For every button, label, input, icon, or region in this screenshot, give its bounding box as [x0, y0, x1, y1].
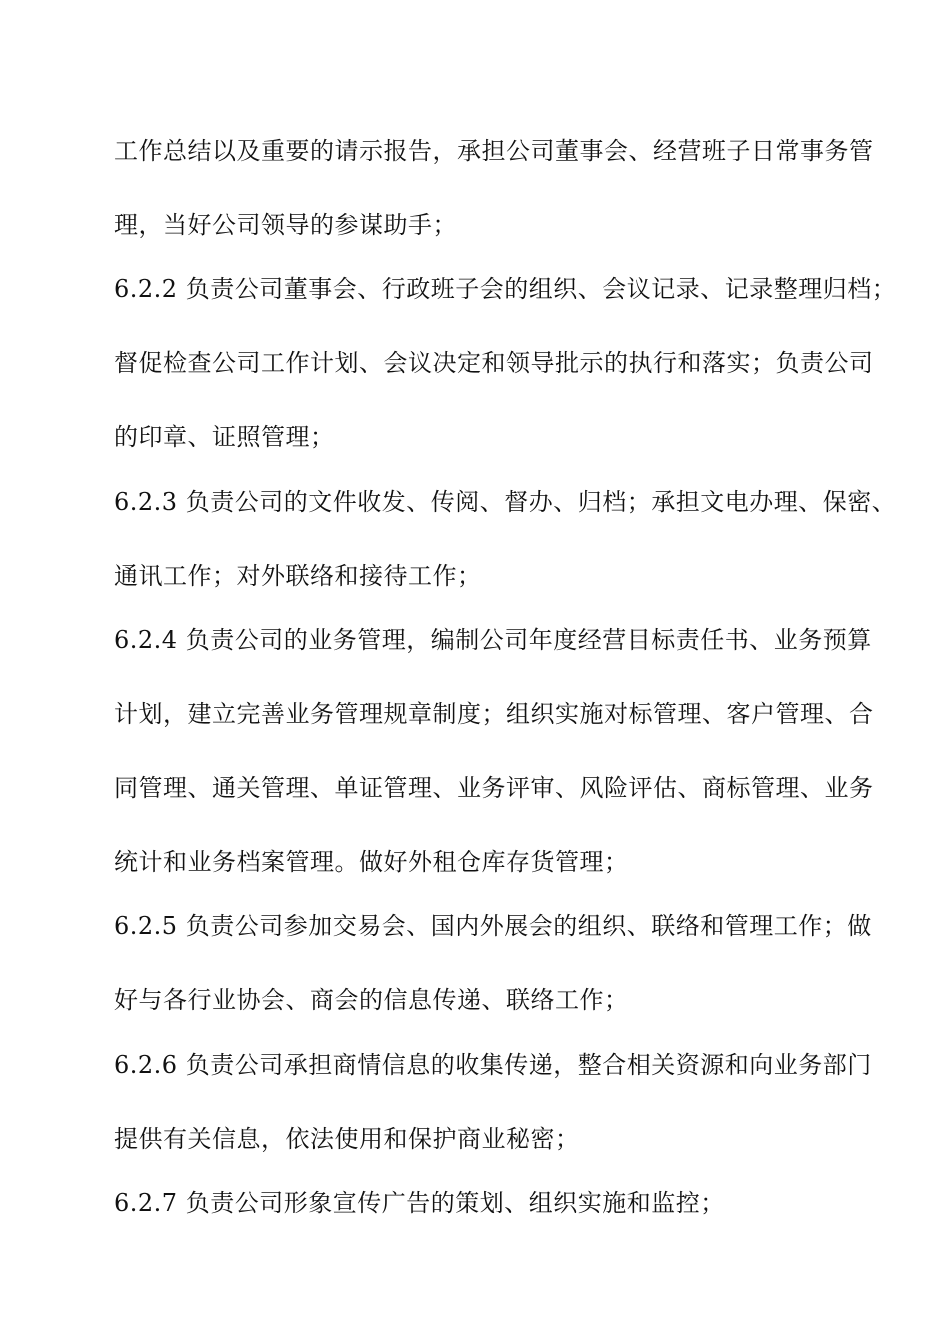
text-line: 6.2.6 负责公司承担商情信息的收集传递，整合相关资源和向业务部门	[114, 1051, 872, 1079]
text-line: 的印章、证照管理；	[114, 423, 335, 451]
text-line: 6.2.4 负责公司的业务管理，编制公司年度经营目标责任书、业务预算	[114, 626, 872, 654]
text-line: 统计和业务档案管理。做好外租仓库存货管理；	[114, 848, 629, 876]
text-line: 工作总结以及重要的请示报告，承担公司董事会、经营班子日常事务管	[114, 137, 874, 165]
text-line: 计划，建立完善业务管理规章制度；组织实施对标管理、客户管理、合	[114, 700, 874, 728]
text-line: 6.2.3 负责公司的文件收发、传阅、督办、归档；承担文电办理、保密、	[114, 488, 897, 516]
text-line: 同管理、通关管理、单证管理、业务评审、风险评估、商标管理、业务	[114, 774, 874, 802]
text-line: 提供有关信息，依法使用和保护商业秘密；	[114, 1125, 580, 1153]
text-line: 理，当好公司领导的参谋助手；	[114, 211, 457, 239]
text-line: 督促检查公司工作计划、会议决定和领导批示的执行和落实；负责公司	[114, 349, 874, 377]
text-line: 6.2.5 负责公司参加交易会、国内外展会的组织、联络和管理工作；做	[114, 912, 872, 940]
text-line: 通讯工作；对外联络和接待工作；	[114, 562, 482, 590]
text-line: 好与各行业协会、商会的信息传递、联络工作；	[114, 986, 629, 1014]
text-line: 6.2.2 负责公司董事会、行政班子会的组织、会议记录、记录整理归档；	[114, 275, 897, 303]
text-line: 6.2.7 负责公司形象宣传广告的策划、组织实施和监控；	[114, 1189, 725, 1217]
